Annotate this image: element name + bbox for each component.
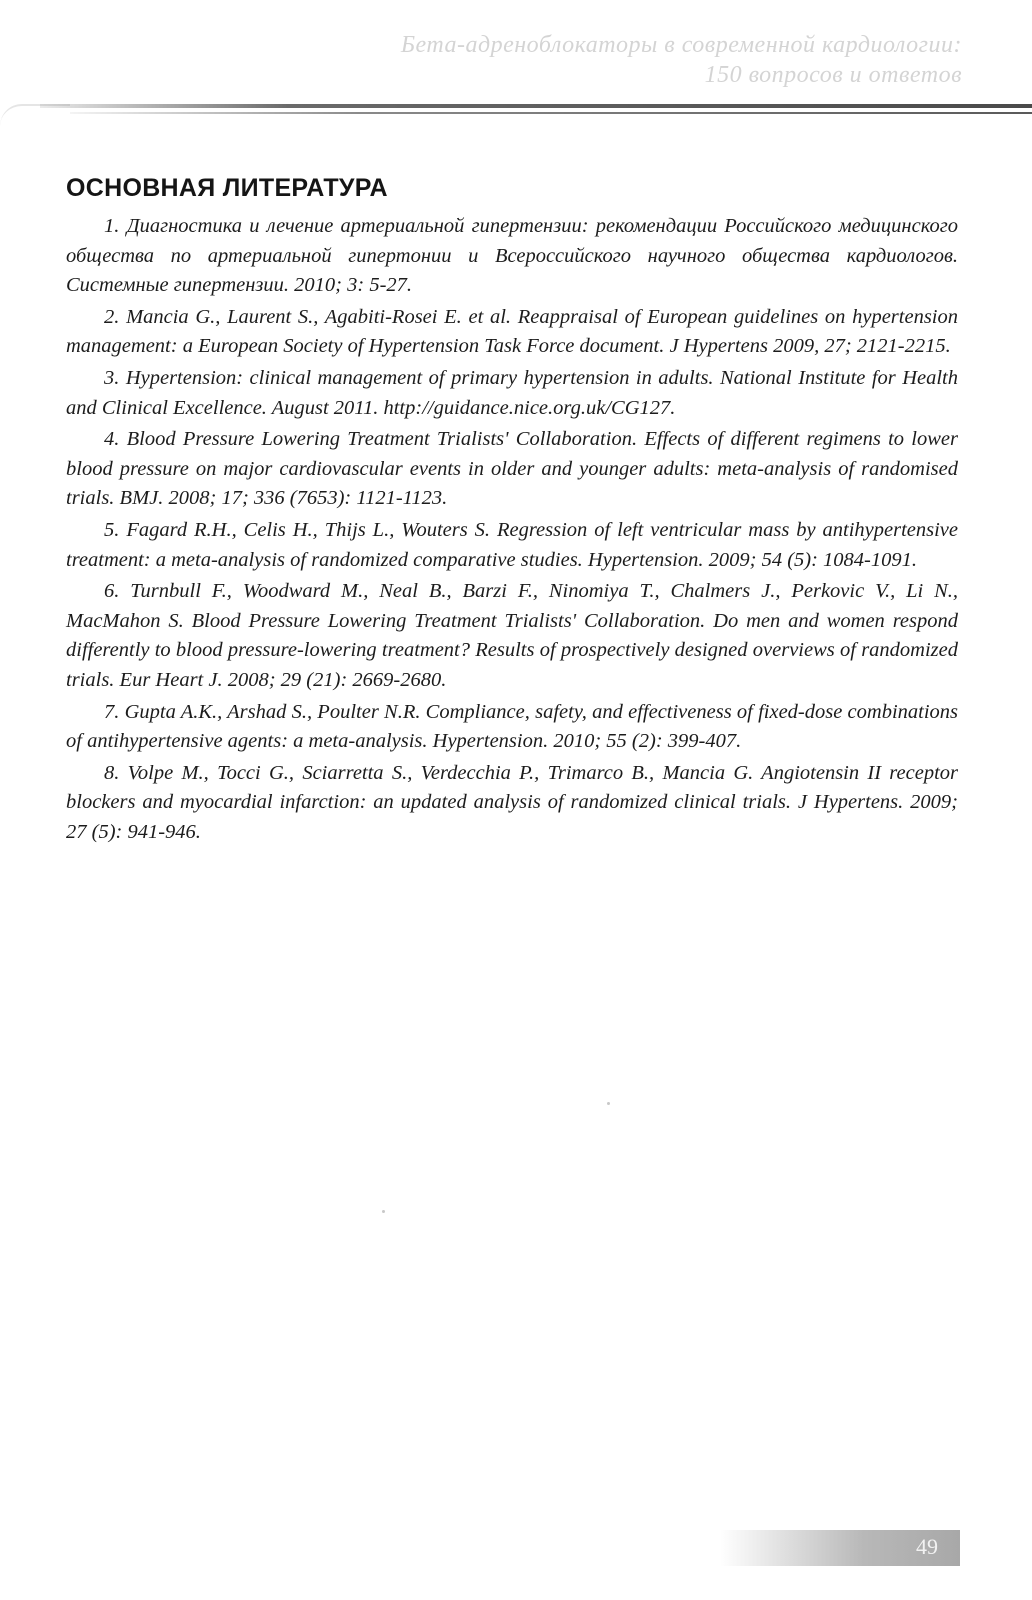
reference-text: Turnbull F., Woodward M., Neal B., Barzi F., Ninomiya T., Chalmers J., Perkovic V., Li N., MacMahon S. Blood Pressure Lowering Treatment Trialists' Collaboration. Do men and women respond differently to blood pressure-lowering treatment? Results of prospectively designed overviews of randomized trials. Eur Heart J. 2008; 29 (21): 2669-2680. [66,580,958,691]
reference-text: Blood Pressure Lowering Treatment Trialists' Collaboration. Effects of different regimens to lower blood pressure on major cardiovascular events in older and younger adults: meta-analysis of randomised trials. BMJ. 2008; 17; 336 (7653): 1121-1123. [66,428,958,510]
running-header-line-2: 150 вопросов и ответов [704,62,962,88]
header-rule-thin-line [70,112,1032,114]
reference-item-3 [66,364,958,423]
header-rule-thick-line [40,104,1032,108]
reference-text: Диагностика и лечение артериальной гипертензии: рекомендации Российского медицинского общества по артериальной гипертонии и Всероссийского научного общества кардиологов. Системные гипертензии. 2010; 3: 5-27. [66,215,958,297]
scan-speck [382,1210,385,1213]
running-header [401,30,962,90]
reference-number: 3. [104,366,120,389]
reference-text: Hypertension: clinical management of primary hypertension in adults. National Institute for Health and Clinical Excellence. August 2011. http://guidance.nice.org.uk/CG127. [66,366,958,419]
reference-item-2 [66,303,958,362]
reference-number: 5. [104,518,120,541]
reference-number: 8. [104,761,120,784]
reference-number: 1. [104,215,120,237]
reference-item-1 [66,212,958,301]
section-title: ОСНОВНАЯ ЛИТЕРАТУРА [66,174,388,202]
reference-text: Volpe M., Tocci G., Sciarretta S., Verdecchia P., Trimarco B., Mancia G. Angiotensin II receptor blockers and myocardial infarction: an updated analysis of randomized clinical trials. J Hypertens. 2009; 27 (5): 941-946. [66,761,958,843]
reference-item-7 [66,698,958,757]
running-header-line-1: Бета-адреноблокаторы в современной кардиологии: [400,32,962,58]
reference-item-4 [66,425,958,514]
reference-item-6 [66,577,958,695]
reference-number: 6. [104,580,120,603]
reference-number: 2. [104,305,120,328]
header-rule [0,98,1032,128]
reference-text: Gupta A.K., Arshad S., Poulter N.R. Compliance, safety, and effectiveness of fixed-dose combinations of antihypertensive agents: a meta-analysis. Hypertension. 2010; 55 (2): 399-407. [66,700,959,753]
page-number-tab [720,1530,960,1566]
reference-list [66,212,958,849]
reference-item-5 [66,516,958,575]
reference-text: Fagard R.H., Celis H., Thijs L., Wouters S. Regression of left ventricular mass by antihypertensive treatment: a meta-analysis of randomized comparative studies. Hypertension. 2009; 54 (5): 1084-1091. [66,518,959,571]
scan-speck [607,1102,610,1105]
reference-item-8 [66,759,958,848]
reference-number: 4. [104,428,120,451]
reference-number: 7. [104,700,120,723]
page-number: 49 [916,1534,938,1559]
reference-text: Mancia G., Laurent S., Agabiti-Rosei E. et al. Reappraisal of European guidelines on hypertension management: a European Society of Hypertension Task Force document. J Hypertens 2009, 27; 2121-2215. [66,305,959,358]
